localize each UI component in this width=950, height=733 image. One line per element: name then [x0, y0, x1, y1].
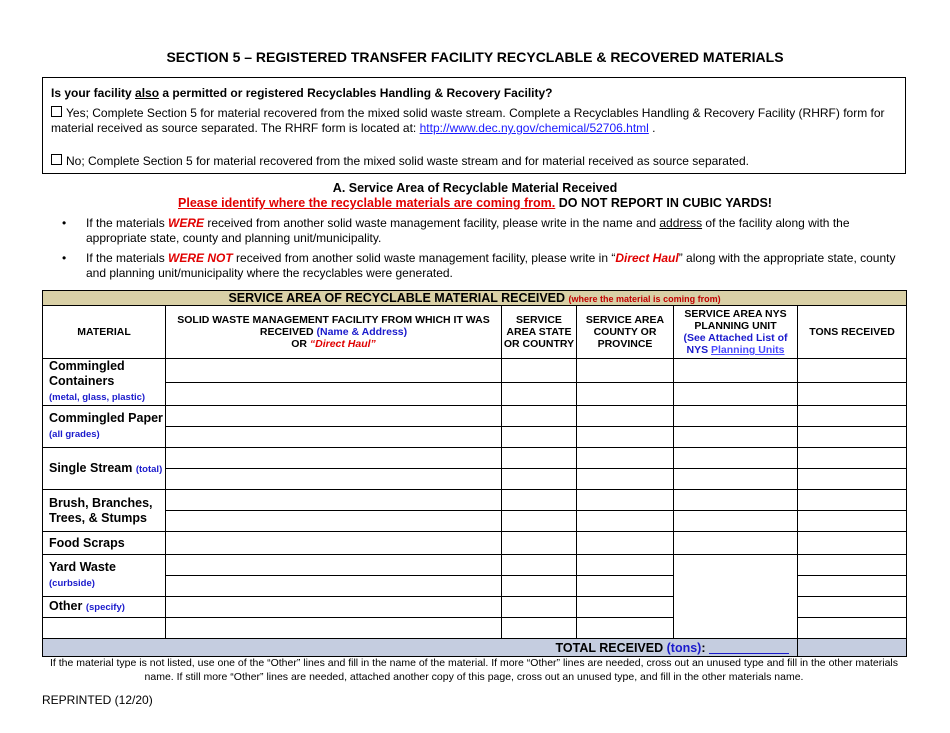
- facility-cell[interactable]: [166, 597, 502, 618]
- planning-unit-cell[interactable]: [674, 469, 798, 490]
- tons-cell[interactable]: [798, 427, 907, 448]
- county-cell[interactable]: [577, 490, 674, 511]
- total-tons-field[interactable]: [709, 653, 789, 654]
- service-area-table: [42, 290, 907, 657]
- facility-cell[interactable]: [166, 448, 502, 469]
- table-row: [43, 382, 907, 406]
- state-cell[interactable]: [502, 511, 577, 532]
- county-cell[interactable]: [577, 448, 674, 469]
- tons-cell[interactable]: [798, 382, 907, 406]
- table-row: [43, 448, 907, 469]
- tons-cell[interactable]: [798, 359, 907, 383]
- county-cell[interactable]: [577, 555, 674, 576]
- county-cell[interactable]: [577, 406, 674, 427]
- rhrf-form-link[interactable]: http://www.dec.ny.gov/chemical/52706.html: [419, 121, 649, 135]
- section-a-instruction: Please identify where the recyclable materials are coming from.: [178, 196, 556, 210]
- planning-unit-cell[interactable]: [674, 511, 798, 532]
- county-cell[interactable]: [577, 618, 674, 639]
- table-row: [43, 511, 907, 532]
- planning-unit-cell[interactable]: [674, 406, 798, 427]
- no-option: [51, 154, 749, 168]
- col-county: SERVICE AREA COUNTY OR PROVINCE: [577, 306, 674, 359]
- state-cell[interactable]: [502, 469, 577, 490]
- facility-cell[interactable]: [166, 359, 502, 383]
- tons-cell[interactable]: [798, 448, 907, 469]
- tons-cell[interactable]: [798, 511, 907, 532]
- facility-cell[interactable]: [166, 427, 502, 448]
- yes-checkbox[interactable]: [51, 106, 62, 117]
- state-cell[interactable]: [502, 427, 577, 448]
- facility-cell[interactable]: [166, 618, 502, 639]
- no-checkbox[interactable]: [51, 154, 62, 165]
- state-cell[interactable]: [502, 618, 577, 639]
- table-row: [43, 490, 907, 511]
- planning-units-link[interactable]: Planning Units: [711, 344, 785, 356]
- instruction-were-not: • If the materials WERE NOT received from another solid waste management facility, please write in “Direct Haul” along with the appropriate state, county and planning unit/municipality where the recyclables were generated.: [62, 251, 896, 280]
- facility-cell[interactable]: [166, 576, 502, 597]
- tons-cell[interactable]: [798, 406, 907, 427]
- tons-cell[interactable]: [798, 597, 907, 618]
- reprinted-label: REPRINTED (12/20): [42, 693, 153, 707]
- planning-unit-cell[interactable]: [674, 359, 798, 383]
- section-a-heading: A. Service Area of Recyclable Material Received Please identify where the recyclable materials are coming from. DO NOT REPORT IN CUBIC YARDS!: [178, 181, 772, 210]
- material-label: Commingled Paper (all grades): [43, 406, 166, 448]
- planning-unit-cell[interactable]: [674, 532, 798, 555]
- total-spacer: [798, 639, 907, 657]
- planning-unit-cell[interactable]: [674, 490, 798, 511]
- facility-cell[interactable]: [166, 490, 502, 511]
- material-label: Single Stream (total): [43, 448, 166, 490]
- county-cell[interactable]: [577, 359, 674, 383]
- col-nys-planning-unit: SERVICE AREA NYS PLANNING UNIT (See Attached List of NYS Planning Units: [674, 306, 798, 359]
- table-row: [43, 469, 907, 490]
- county-cell[interactable]: [577, 532, 674, 555]
- facility-cell[interactable]: [166, 406, 502, 427]
- state-cell[interactable]: [502, 555, 577, 576]
- county-cell[interactable]: [577, 597, 674, 618]
- no-text: No; Complete Section 5 for material recovered from the mixed solid waste stream and for material received as source separated.: [66, 154, 749, 168]
- state-cell[interactable]: [502, 532, 577, 555]
- col-material: MATERIAL: [43, 306, 166, 359]
- planning-unit-cell[interactable]: [674, 448, 798, 469]
- total-row: [43, 639, 907, 657]
- facility-question: Is your facility also a permitted or registered Recyclables Handling & Recovery Facility?: [51, 86, 553, 100]
- planning-unit-cell[interactable]: [674, 382, 798, 406]
- other-name-cell[interactable]: [43, 618, 166, 639]
- yes-text: Yes; Complete Section 5 for material recovered from the mixed solid waste stream. Complete a Recyclables Handling & Recovery Facility (RHRF) form for material received as source separated. The RHRF form is located at:: [51, 106, 885, 135]
- col-state: SERVICE AREA STATE OR COUNTRY: [502, 306, 577, 359]
- table-row: [43, 555, 907, 576]
- material-label: Brush, Branches, Trees, & Stumps: [43, 490, 166, 532]
- state-cell[interactable]: [502, 490, 577, 511]
- tons-cell[interactable]: [798, 532, 907, 555]
- county-cell[interactable]: [577, 382, 674, 406]
- instructions-list: [62, 216, 912, 286]
- county-cell[interactable]: [577, 469, 674, 490]
- planning-unit-cell[interactable]: [674, 555, 798, 639]
- state-cell[interactable]: [502, 359, 577, 383]
- tons-cell[interactable]: [798, 469, 907, 490]
- col-tons: TONS RECEIVED: [798, 306, 907, 359]
- material-label: Other (specify): [43, 597, 166, 618]
- tons-cell[interactable]: [798, 555, 907, 576]
- facility-question-box: [42, 77, 906, 174]
- tons-cell[interactable]: [798, 490, 907, 511]
- tons-cell[interactable]: [798, 576, 907, 597]
- table-row: [43, 427, 907, 448]
- state-cell[interactable]: [502, 597, 577, 618]
- facility-cell[interactable]: [166, 532, 502, 555]
- table-row: [43, 532, 907, 555]
- state-cell[interactable]: [502, 406, 577, 427]
- instruction-were: • If the materials WERE received from another solid waste management facility, please write in the name and address of the facility along with the appropriate state, county and planning unit/municipality.: [62, 216, 850, 245]
- page-title: SECTION 5 – REGISTERED TRANSFER FACILITY RECYCLABLE & RECOVERED MATERIALS: [166, 49, 784, 65]
- table-banner: SERVICE AREA OF RECYCLABLE MATERIAL RECEIVED (where the material is coming from): [43, 291, 907, 306]
- total-label: TOTAL RECEIVED (tons):: [43, 639, 798, 657]
- material-label: Food Scraps: [43, 532, 166, 555]
- facility-cell[interactable]: [166, 511, 502, 532]
- footnote: If the material type is not listed, use one of the “Other” lines and fill in the name of the material. If more “Other” lines are needed, cross out an unused type and fill in the other materials name. If still more “Other” lines are needed, attached another copy of this page, cross out an unused type, and fill in the other materials name.: [49, 657, 899, 683]
- col-facility: SOLID WASTE MANAGEMENT FACILITY FROM WHICH IT WAS RECEIVED (Name & Address) OR “Direct Haul”: [166, 306, 502, 359]
- county-cell[interactable]: [577, 576, 674, 597]
- state-cell[interactable]: [502, 448, 577, 469]
- no-cubic-yards-warning: DO NOT REPORT IN CUBIC YARDS!: [555, 196, 772, 210]
- state-cell[interactable]: [502, 382, 577, 406]
- yes-option: Yes; Complete Section 5 for material recovered from the mixed solid waste stream. Complete a Recyclables Handling & Recovery Facility (RHRF) form for material received as source separated. The RHRF form is located at: http://www.dec.ny.gov/chemical/52706.html .: [51, 106, 885, 135]
- county-cell[interactable]: [577, 511, 674, 532]
- facility-cell[interactable]: [166, 382, 502, 406]
- facility-cell[interactable]: [166, 469, 502, 490]
- state-cell[interactable]: [502, 576, 577, 597]
- table-row: [43, 359, 907, 383]
- table-header: [43, 306, 907, 359]
- material-label: Commingled Containers (metal, glass, plastic): [43, 359, 166, 406]
- county-cell[interactable]: [577, 427, 674, 448]
- planning-unit-cell[interactable]: [674, 427, 798, 448]
- tons-cell[interactable]: [798, 618, 907, 639]
- material-label: Yard Waste (curbside): [43, 555, 166, 597]
- facility-cell[interactable]: [166, 555, 502, 576]
- table-row: [43, 406, 907, 427]
